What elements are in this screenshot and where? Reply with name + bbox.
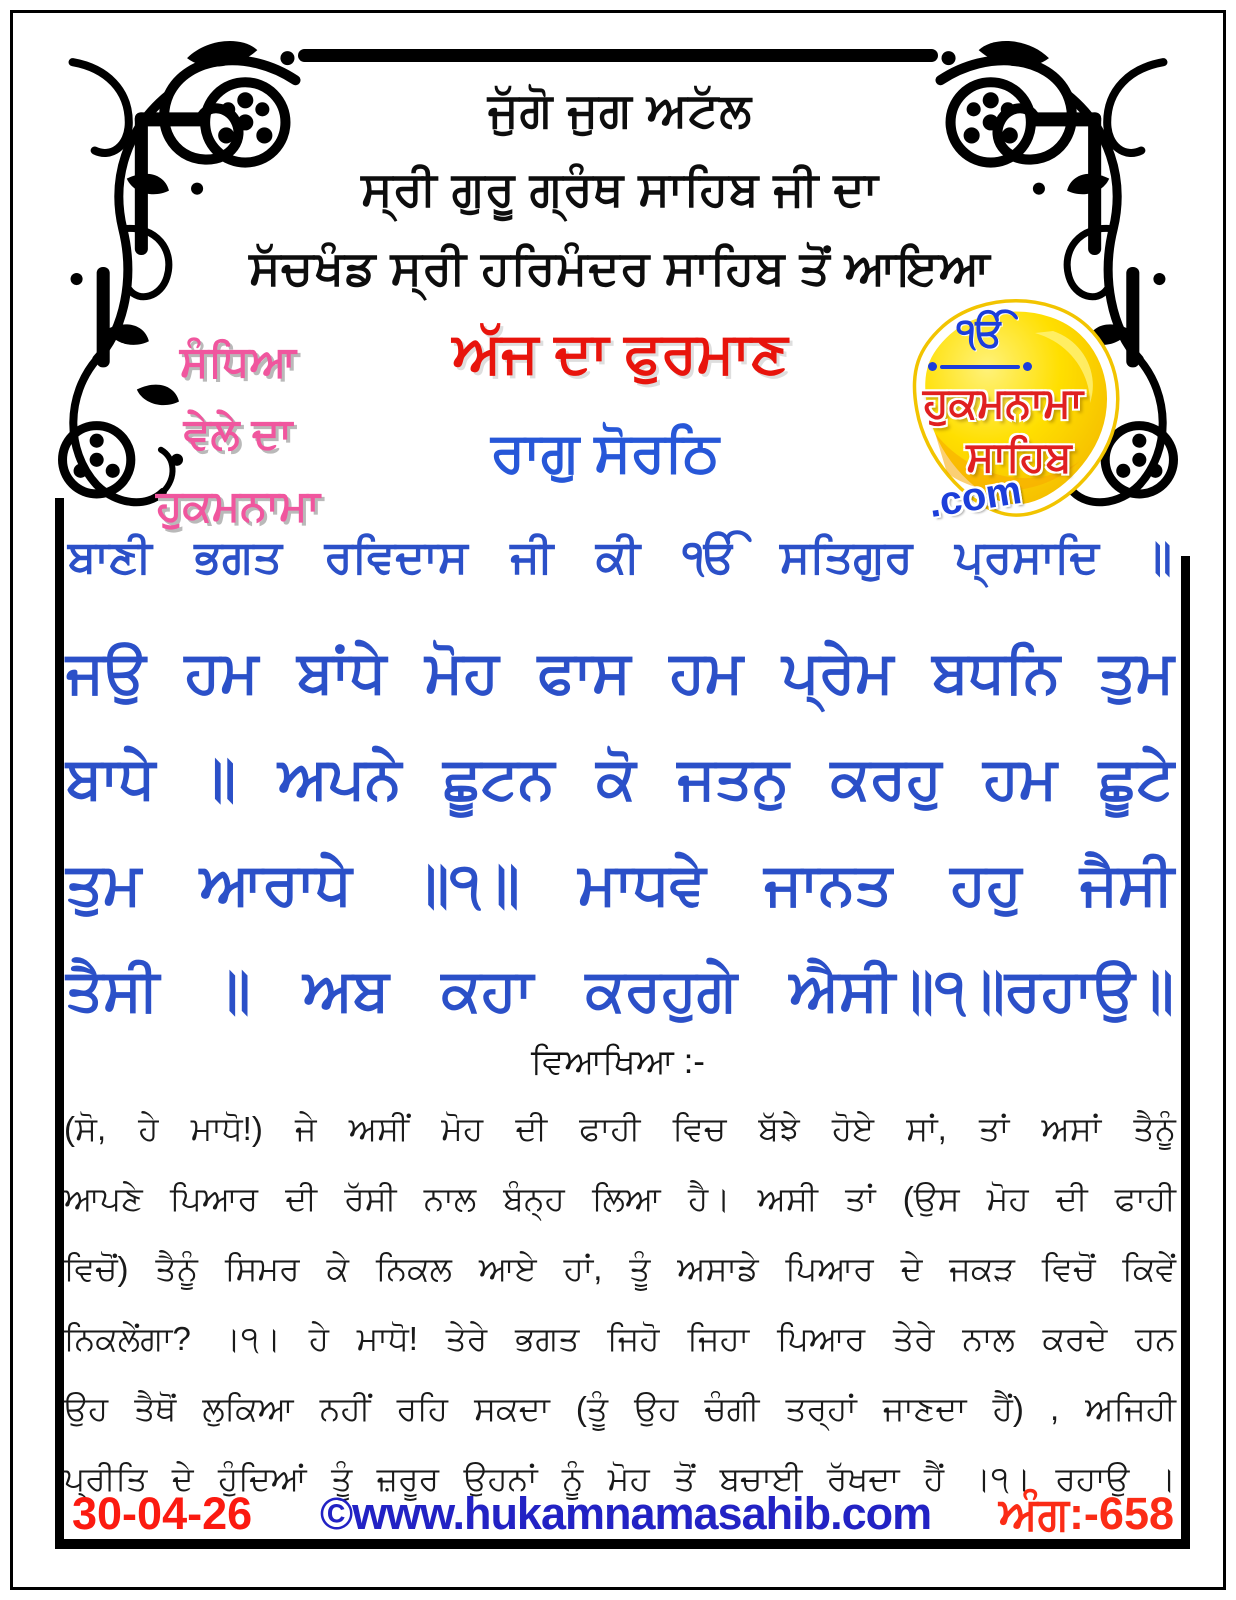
header-line-2: ਸ੍ਰੀ ਗੁਰੂ ਗ੍ਰੰਥ ਸਾਹਿਬ ਜੀ ਦਾ bbox=[361, 162, 879, 215]
logo-dot-com: .com bbox=[925, 467, 1025, 527]
inner-frame-right bbox=[1181, 556, 1190, 1548]
inner-frame-left bbox=[55, 498, 64, 1548]
verse-block bbox=[66, 620, 1174, 1044]
todays-furman-heading: ਅੱਜ ਦਾ ਫੁਰਮਾਣ bbox=[452, 321, 788, 385]
verse-line-3: ਤੁਮ ਆਰਾਧੇ ॥੧॥ ਮਾਧਵੇ ਜਾਨਤ ਹਹੁ ਜੈਸੀ bbox=[66, 852, 1174, 917]
inner-frame-top-bar bbox=[298, 49, 938, 62]
badge-line-2: ਵੇਲੇ ਦਾ bbox=[183, 410, 293, 458]
explanation-line-1: (ਸੋ, ਹੇ ਮਾਧੋ!) ਜੇ ਅਸੀਂ ਮੋਹ ਦੀ ਫਾਹੀ ਵਿਚ ਬੱਝੇ ਹੋਏ ਸਾਂ, ਤਾਂ ਅਸਾਂ ਤੈਨੂੰ bbox=[64, 1110, 1176, 1147]
footer-ang-number: ਅੰਗ:-658 bbox=[998, 1487, 1174, 1539]
explanation-line-5: ਉਹ ਤੈਥੋਂ ਲੁਕਿਆ ਨਹੀਂ ਰਹਿ ਸਕਦਾ (ਤੂੰ ਉਹ ਚੰਗੀ ਤਰ੍ਹਾਂ ਜਾਣਦਾ ਹੈਂ) , ਅਜਿਹੀ bbox=[64, 1390, 1176, 1427]
hukamnamasahib-logo bbox=[885, 293, 1133, 533]
header-line-1: ਜੁੱਗੋ ਜੁਗ ਅਟੱਲ bbox=[487, 83, 753, 136]
inner-frame-bottom bbox=[55, 1539, 1190, 1549]
explanation-block bbox=[64, 1094, 1176, 1514]
logo-name-line-2: ਸਾਹਿਬ bbox=[966, 433, 1072, 480]
footer-bar bbox=[72, 1488, 1174, 1540]
logo-flourish bbox=[940, 365, 1020, 369]
explanation-line-6: ਪ੍ਰੀਤਿ ਦੇ ਹੁੰਦਿਆਂ ਤੂੰ ਜ਼ਰੂਰ ਉਹਨਾਂ ਨੂੰ ਮੋਹ ਤੋਂ ਬਚਾਈ ਰੱਖਦਾ ਹੈਂ ।੧। ਰਹਾਉ । bbox=[64, 1460, 1176, 1497]
mool-line: ਬਾਣੀ ਭਗਤ ਰਵਿਦਾਸ ਜੀ ਕੀ ੴ ਸਤਿਗੁਰ ਪ੍ਰਸਾਦਿ ॥ bbox=[68, 531, 1172, 582]
header-line-3: ਸੱਚਖੰਡ ਸ੍ਰੀ ਹਰਿਮੰਦਰ ਸਾਹਿਬ ਤੋਂ ਆਇਆ bbox=[249, 241, 991, 294]
raag-heading: ਰਾਗੁ ਸੋਰਠਿ bbox=[491, 421, 719, 483]
header-title bbox=[70, 70, 1170, 307]
badge-line-1: ਸੰਧਿਆ bbox=[179, 338, 297, 386]
explanation-line-4: ਨਿਕਲੇਂਗਾ? ।੧। ਹੇ ਮਾਧੋ! ਤੇਰੇ ਭਗਤ ਜਿਹੋ ਜਿਹਾ ਪਿਆਰ ਤੇਰੇ ਨਾਲ ਕਰਦੇ ਹਨ bbox=[64, 1320, 1176, 1357]
footer-website: ©www.hukamnamasahib.com bbox=[319, 1488, 932, 1539]
footer-date: 30-04-26 bbox=[72, 1488, 253, 1539]
explanation-heading: ਵਿਆਖਿਆ :- bbox=[531, 1042, 705, 1081]
logo-name-line-1: ਹੁਕਮਨਾਮਾ bbox=[923, 379, 1083, 426]
verse-line-4: ਤੈਸੀ ॥ ਅਬ ਕਹਾ ਕਰਹੁਗੇ ਐਸੀ॥੧॥ਰਹਾਉ॥ bbox=[66, 958, 1174, 1023]
explanation-line-3: ਵਿਚੋਂ) ਤੈਨੂੰ ਸਿਮਰ ਕੇ ਨਿਕਲ ਆਏ ਹਾਂ, ਤੂੰ ਅਸਾਡੇ ਪਿਆਰ ਦੇ ਜਕੜ ਵਿਚੋਂ ਕਿਵੇਂ bbox=[64, 1250, 1176, 1287]
verse-line-2: ਬਾਧੇ ॥ ਅਪਨੇ ਛੂਟਨ ਕੋ ਜਤਨੁ ਕਰਹੁ ਹਮ ਛੂਟੇ bbox=[66, 746, 1174, 811]
explanation-line-2: ਆਪਣੇ ਪਿਆਰ ਦੀ ਰੱਸੀ ਨਾਲ ਬੰਨ੍ਹ ਲਿਆ ਹੈ। ਅਸੀ ਤਾਂ (ਉਸ ਮੋਹ ਦੀ ਫਾਹੀ bbox=[64, 1180, 1176, 1217]
verse-line-1: ਜਉ ਹਮ ਬਾਂਧੇ ਮੋਹ ਫਾਸ ਹਮ ਪ੍ਰੇਮ ਬਧਨਿ ਤੁਮ bbox=[66, 640, 1174, 705]
badge-line-3: ਹੁਕਮਨਾਮਾ bbox=[156, 482, 320, 530]
ik-onkar-symbol: ੴ bbox=[956, 311, 1006, 355]
